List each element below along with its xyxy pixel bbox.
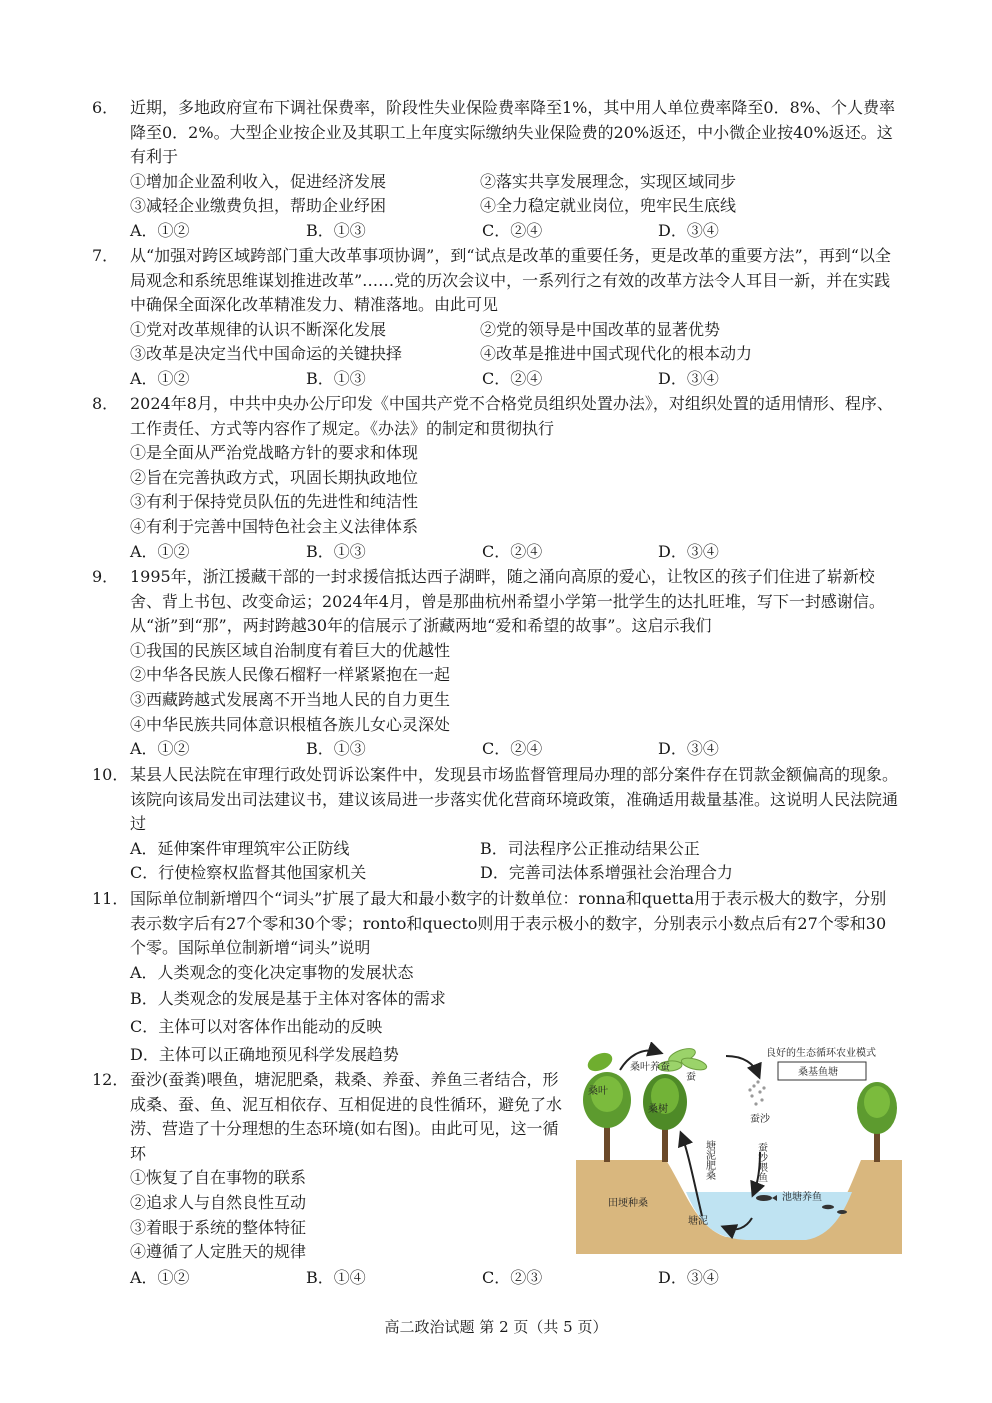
choice-d[interactable]: D．③④ (658, 1268, 719, 1287)
choice-c[interactable]: C．②④ (482, 220, 543, 240)
statement-item: ①党对改革规律的认识不断深化发展 (130, 319, 387, 339)
question-stem: 7． 从“加强对跨区域跨部门重大改革事项协调”，到“试点是改革的重要任务，更是改革的重要方法”，再到“以全局观念和系统思维谋划推进改革”……党的历次会议中，一系列行之有效的改革方法令人耳目一新，并在实践中确保全面深化改革精准发力、精准落地。由此可见 (92, 246, 891, 315)
statement-item: ③改革是决定当代中国命运的关键抉择 (130, 344, 403, 364)
label-tree: 桑树 (648, 1104, 668, 1115)
choice-list (92, 219, 902, 244)
choice-a[interactable]: A．①② (130, 541, 190, 561)
statement-item: ④有利于完善中国特色社会主义法律体系 (130, 516, 419, 536)
label-leaf: 桑叶 (588, 1086, 608, 1097)
question-11 (92, 887, 902, 1067)
statement-item: ③有利于保持党员队伍的先进性和纯洁性 (130, 492, 419, 512)
ecology-cycle-figure (576, 1042, 902, 1254)
choice-a[interactable]: A．①② (130, 368, 190, 388)
question-stem: 10． 某县人民法院在审理行政处罚诉讼案件中，发现县市场监督管理局办理的部分案件存在罚款金额偏高的现象。该院向该局发出司法建议书，建议该局进一步落实优化营商环境政策，准确适用裁量基准。这说明人民法院通过 (92, 765, 899, 834)
question-stem: 12． 蚕沙(蚕粪)喂鱼，塘泥肥桑，栽桑、养蚕、养鱼三者结合，形成桑、蚕、鱼、泥互相依存、互相促进的良性循环，避免了水涝、营造了十分理想的生态环境(如右图)。由此可见，这一循环 (92, 1070, 563, 1163)
question-number: 7． (92, 246, 119, 265)
choice-a[interactable]: A．延伸案件审理筑牢公正防线 (130, 838, 350, 858)
statement-item: ①我国的民族区域自治制度有着巨大的优越性 (130, 640, 451, 660)
choice-b[interactable]: B．①④ (306, 1268, 366, 1287)
question-number: 8． (92, 394, 119, 413)
choice-b[interactable]: B．①③ (306, 541, 366, 561)
label-pond: 池塘养鱼 (782, 1192, 822, 1203)
question-6 (92, 96, 902, 244)
choice-c[interactable]: C．②④ (482, 739, 543, 759)
arrow-silkworm-to-sand (726, 1056, 758, 1074)
statement-list (92, 170, 902, 219)
statement-item: ②旨在完善执政方式，巩固长期执政地位 (130, 467, 419, 487)
figure-title: 良好的生态循环农业模式 (766, 1048, 876, 1059)
statement-list (92, 318, 902, 367)
label-silk-sand: 蚕沙 (750, 1114, 770, 1125)
choice-d[interactable]: D．③④ (658, 220, 719, 240)
question-9 (92, 565, 902, 762)
question-number: 6． (92, 98, 119, 117)
question-number: 12． (92, 1070, 129, 1089)
statement-item: ③西藏跨越式发展离不开当地人民的自力更生 (130, 689, 451, 709)
question-stem: 8． 2024年8月，中共中央办公厅印发《中国共产党不合格党员组织处置办法》，对组织处置的适用情形、程序、工作责任、方式等内容作了规定。《办法》的制定和贯彻执行 (92, 394, 893, 438)
choice-b[interactable]: B．①③ (306, 739, 366, 759)
statement-item: ②落实共享发展理念，实现区域同步 (480, 171, 737, 191)
page-footer: 高二政治试题 第 2 页（共 5 页） (384, 1318, 608, 1336)
choice-a[interactable]: A．①② (130, 1268, 190, 1287)
choice-b[interactable]: B．人类观念的发展是基于主体对客体的需求 (130, 989, 446, 1009)
question-12-choices (92, 1266, 902, 1291)
figure-box-label: 桑基鱼塘 (798, 1067, 838, 1078)
statement-item: ②党的领导是中国改革的显著优势 (480, 319, 721, 339)
choice-list (92, 737, 902, 762)
choice-d[interactable]: D．完善司法体系增强社会治理合力 (480, 863, 733, 883)
choice-d[interactable]: D．③④ (658, 368, 719, 388)
statement-item: ②追求人与自然良性互动 (130, 1192, 307, 1212)
label-feed: 桑叶养蚕 (630, 1062, 670, 1073)
choice-a[interactable]: A．①② (130, 220, 190, 240)
statement-item: ①增加企业盈利收入，促进经济发展 (130, 171, 387, 191)
choice-c[interactable]: C．②④ (482, 368, 543, 388)
question-12 (92, 1068, 562, 1265)
choice-d[interactable]: D．③④ (658, 541, 719, 561)
choice-list (92, 1266, 902, 1291)
statement-item: ①恢复了自在事物的联系 (130, 1168, 307, 1188)
choice-list (92, 540, 902, 565)
question-stem: 11． 国际单位制新增四个“词头”扩展了最大和最小数字的计数单位：ronna和quetta用于表示极大的数字，分别表示数字后有27个零和30个零；ronto和quecto则用于表示极小的数字，分别表示小数点后有27个零和30个零。国际单位制新增“词头”说明 (92, 889, 887, 958)
choice-c[interactable]: C．主体可以对客体作出能动的反映 (130, 1016, 383, 1036)
statement-item: ③着眼于系统的整体特征 (130, 1217, 307, 1237)
silk-sand-dots (748, 1080, 765, 1105)
choice-b[interactable]: B．①③ (306, 368, 366, 388)
choice-c[interactable]: C．②④ (482, 541, 543, 561)
question-stem: 6． 近期，多地政府宣布下调社保费率，阶段性失业保险费率降至1%，其中用人单位费率降至0．8%、个人费率降至0．2%。大型企业按企业及其职工上年度实际缴纳失业保险费的20%返还，中小微企业按40%返还。这有利于 (92, 98, 895, 167)
mulberry-tree-icon (643, 1074, 687, 1162)
choice-b[interactable]: B．①③ (306, 220, 366, 240)
choice-b[interactable]: B．司法程序公正推动结果公正 (480, 838, 700, 858)
choice-list (92, 837, 902, 886)
choice-c[interactable]: C．行使检察权监督其他国家机关 (130, 863, 367, 883)
choice-a[interactable]: A．①② (130, 739, 190, 759)
question-number: 9． (92, 567, 119, 586)
statement-item: ④遵循了人定胜天的规律 (130, 1242, 307, 1262)
label-bank: 田埂种桑 (608, 1198, 648, 1209)
question-number: 10． (92, 765, 129, 784)
mulberry-tree-icon (857, 1082, 897, 1162)
statement-item: ②中华各民族人民像石榴籽一样紧紧抱在一起 (130, 665, 451, 685)
choice-d[interactable]: D．主体可以正确地预见科学发展趋势 (130, 1044, 399, 1064)
statement-item: ③减轻企业缴费负担，帮助企业纾困 (130, 196, 387, 216)
choice-list (92, 367, 902, 392)
statement-item: ①是全面从严治党战略方针的要求和体现 (130, 443, 419, 463)
statement-item: ④改革是推进中国式现代化的根本动力 (480, 344, 753, 364)
question-10 (92, 763, 902, 886)
question-8 (92, 392, 902, 564)
question-number: 11． (92, 889, 129, 908)
choice-a[interactable]: A．人类观念的变化决定事物的发展状态 (130, 962, 414, 982)
statement-item: ④中华民族共同体意识根植各族儿女心灵深处 (130, 714, 451, 734)
question-stem: 9． 1995年，浙江援藏干部的一封求援信抵达西子湖畔，随之涌向高原的爱心，让牧区的孩子们住进了崭新校舍、背上书包、改变命运；2024年4月，曾是那曲杭州希望小学第一批学生的达扎旺堆，写下一封感谢信。从“浙”到“那”，两封跨越30年的信展示了浙藏两地“爱和希望的故事”。这启示我们 (92, 567, 885, 636)
label-silk-feed: 蚕沙喂鱼 (755, 1142, 767, 1182)
leaf-icon (585, 1049, 615, 1074)
choice-c[interactable]: C．②③ (482, 1268, 543, 1287)
label-silkworm: 蚕 (686, 1072, 696, 1083)
label-mud-fert: 塘泥肥桑 (703, 1140, 715, 1180)
question-7 (92, 244, 902, 392)
label-mud: 塘泥 (688, 1216, 708, 1227)
statement-item: ④全力稳定就业岗位，兜牢民生底线 (480, 196, 737, 216)
choice-d[interactable]: D．③④ (658, 739, 719, 759)
